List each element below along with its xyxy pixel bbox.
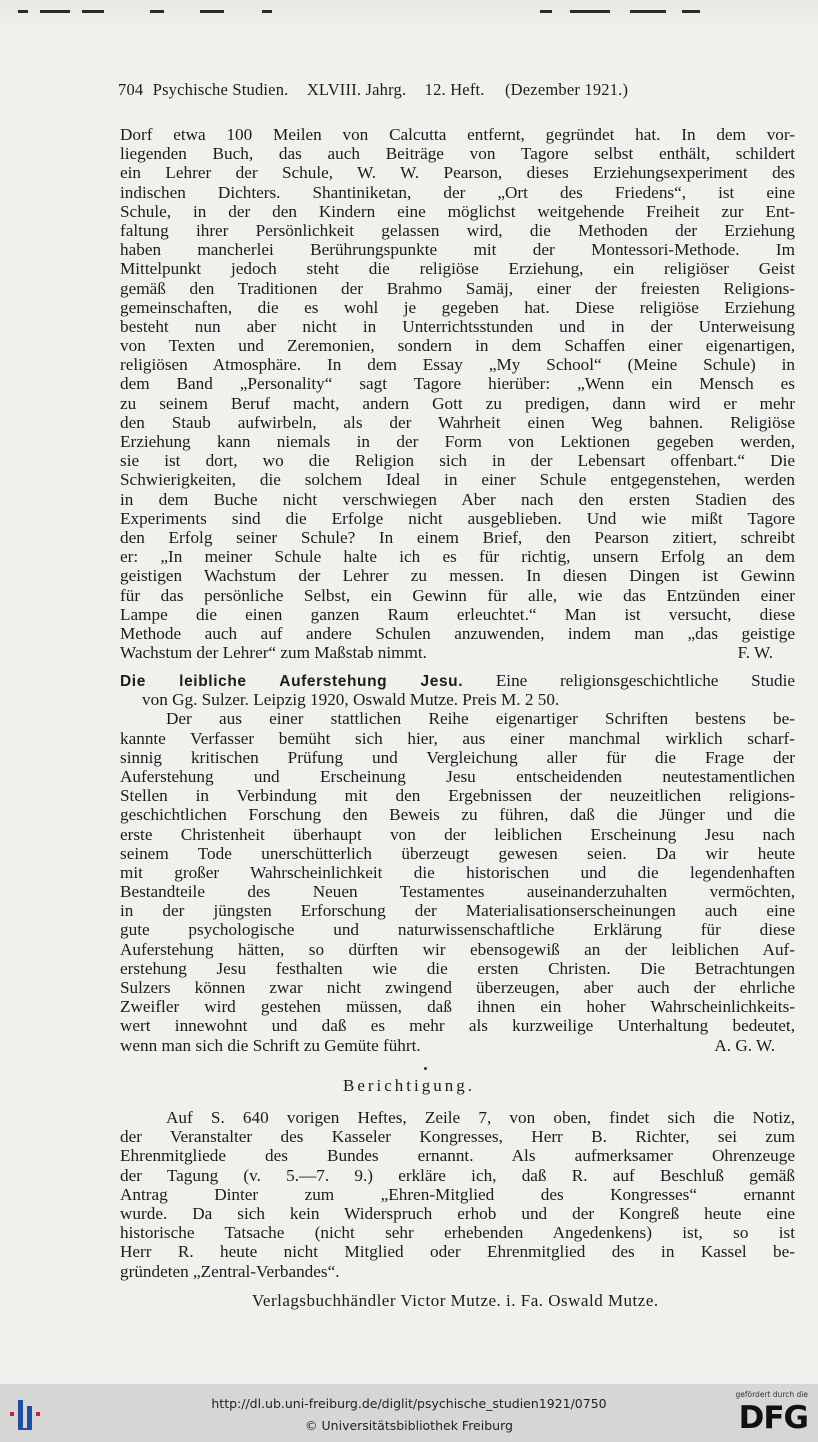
review-sulzer bbox=[120, 671, 795, 1055]
text-line: der Tagung (v. 5.—7. 9.) erkläre ich, daß R. auf Beschluß gemäß bbox=[120, 1165, 795, 1185]
text-line: in dem Buche nicht verschwiegen Aber nach den ersten Stadien des bbox=[120, 489, 795, 509]
text-line: seinem Tode unerschütterlich überzeugt gewesen seien. Da wir heute bbox=[120, 843, 795, 863]
text-line: geschichtlichen Forschung den Beweis zu führen, daß die Jünger und die bbox=[120, 805, 795, 825]
text-line: Der aus einer stattlichen Reihe eigenartiger Schriften bestens be- bbox=[166, 709, 795, 729]
text-line: von Texten und Zeremonien, sondern in dem Schaffen einer eigenartigen, bbox=[120, 336, 795, 356]
text-line: Lampe die einen ganzen Raum erleuchtet.“ Man ist versucht, diese bbox=[120, 604, 795, 624]
text-line: Schule, in der den Kindern eine möglichst weitgehende Freiheit zur Ent- bbox=[120, 201, 795, 221]
volume: XLVIII. Jahrg. bbox=[306, 80, 407, 99]
text-line: der Veranstalter des Kasseler Kongresses, Herr B. Richter, sei zum bbox=[120, 1127, 795, 1147]
scan-top-edge bbox=[0, 0, 818, 30]
text-line: Auferstehung hätten, so dürften wir ebensogewiß an der leiblichen Auf- bbox=[120, 939, 795, 959]
text-line: dem Band „Personality“ sagt Tagore hierüber: „Wenn ein Mensch es bbox=[120, 374, 795, 394]
reviewer-initials: F. W. bbox=[737, 643, 773, 663]
book-citation: von Gg. Sulzer. Leipzig 1920, Oswald Mutze. Preis M. 2 50. bbox=[142, 690, 560, 710]
text-line: liegenden Buch, das auch Beiträge von Tagore selbst enthält, schildert bbox=[120, 144, 795, 164]
text-line: er: „In meiner Schule halte ich es für richtig, unsern Erfolg an dem bbox=[120, 547, 795, 567]
section-heading: Berichtigung. bbox=[342, 1076, 475, 1095]
dfg-caption: gefördert durch die bbox=[735, 1390, 808, 1399]
text-line: indischen Dichters. Shantiniketan, der „Ort des Friedens“, ist eine bbox=[120, 182, 795, 202]
text-line: Dorf etwa 100 Meilen von Calcutta entfernt, gegründet hat. In dem vor- bbox=[120, 125, 795, 144]
last-line-text: Wachstum der Lehrer“ zum Maßstab nimmt. bbox=[120, 643, 427, 663]
text-line-last: gründeten „Zentral-Verbandes“. bbox=[120, 1261, 340, 1281]
text-line: Experiments sind die Erfolge nicht ausgeblieben. Und wie mißt Tagore bbox=[120, 508, 795, 528]
copyright-notice: © Universitätsbibliothek Freiburg bbox=[305, 1418, 513, 1433]
text-line: Herr R. heute nicht Mitglied oder Ehrenmitglied des in Kassel be- bbox=[120, 1242, 795, 1262]
text-line: wurde. Da sich kein Widerspruch erhob und der Kongreß heute eine bbox=[120, 1203, 795, 1223]
text-line: kannte Verfasser bemüht sich hier, aus einer manchmal wirklich scharf- bbox=[120, 728, 795, 748]
issue: 12. Heft. bbox=[424, 80, 485, 99]
text-line: Ehrenmitgliede des Bundes ernannt. Als aufmerksamer Ohrenzeuge bbox=[120, 1146, 795, 1166]
correction-signature: Verlagsbuchhändler Victor Mutze. i. Fa. Oswald Mutze. bbox=[252, 1291, 659, 1310]
text-line: Stellen in Verbindung mit den Ergebnissen der neuzeitlichen religions- bbox=[120, 786, 795, 806]
text-line-last bbox=[120, 643, 795, 662]
text-line: zu seinem Beruf macht, andern Gott zu predigen, dann wird er mehr bbox=[120, 393, 795, 413]
journal-title: Psychische Studien. bbox=[152, 80, 289, 99]
text-line: erstehung Jesu festhalten wie die ersten Christen. Die Betrachtungen bbox=[120, 958, 795, 978]
review-tagore bbox=[120, 125, 795, 662]
separator-mark bbox=[424, 1067, 427, 1070]
text-line: Auf S. 640 vorigen Heftes, Zeile 7, von oben, findet sich die Notiz, bbox=[166, 1108, 795, 1127]
text-line: Erziehung kann niemals in der Form von Lektionen gegeben werden, bbox=[120, 432, 795, 451]
text-line: mit großer Wahrscheinlichkeit die historischen und die legendenhaften bbox=[120, 862, 795, 882]
book-subtitle: Eine religionsgeschichtliche Studie bbox=[495, 671, 795, 690]
text-line: Auferstehung und Erscheinung Jesu entscheidenden neutestamentlichen bbox=[120, 766, 795, 786]
text-line: Zweifler wird gestehen müssen, daß ihnen ein hoher Wahrscheinlichkeits- bbox=[120, 997, 795, 1017]
text-line: gute psychologische und naturwissenschaftliche Erklärung für diese bbox=[120, 920, 795, 940]
text-line: erste Christenheit überhaupt von der leiblichen Erscheinung Jesu nach bbox=[120, 824, 795, 844]
viewer-footer-bar bbox=[0, 1384, 818, 1442]
review-title-line bbox=[120, 671, 795, 690]
running-header bbox=[118, 80, 768, 100]
text-line: wert innewohnt und daß es mehr als kurzweilige Unterhaltung bedeutet, bbox=[120, 1016, 795, 1036]
text-line-last bbox=[120, 1036, 795, 1055]
text-line: Mittelpunkt jedoch steht die religiöse Erziehung, ein religiöser Geist bbox=[120, 259, 795, 279]
reviewer-initials: A. G. W. bbox=[714, 1035, 775, 1055]
page-number: 704 bbox=[118, 80, 144, 99]
text-line: geistigen Wachstum der Lehrer zu messen. In diesen Dingen ist Gewinn bbox=[120, 566, 795, 586]
text-line: besteht nun aber nicht in Unterrichtsstunden und in der Unterweisung bbox=[120, 316, 795, 336]
text-line: in der jüngsten Erforschung der Materialisationserscheinungen auch eine bbox=[120, 901, 795, 921]
dfg-wordmark: DFG bbox=[738, 1400, 808, 1436]
document-url[interactable]: http://dl.ub.uni-freiburg.de/diglit/psychische_studien1921/0750 bbox=[211, 1396, 607, 1411]
text-line: den Erfolg seiner Schule? In einem Brief, den Pearson zitiert, schreibt bbox=[120, 527, 795, 547]
last-line-text: wenn man sich die Schrift zu Gemüte führt. bbox=[120, 1035, 421, 1055]
text-line: sinnig kritischen Prüfung und Vergleichung aller für die Frage der bbox=[120, 747, 795, 767]
correction-notice bbox=[120, 1108, 795, 1281]
text-line: Bestandteile des Neuen Testamentes auseinanderzuhalten vermöchten, bbox=[120, 882, 795, 902]
text-line: gemäß den Traditionen der Brahmo Samäj, einer der freiesten Religions- bbox=[120, 278, 795, 298]
issue-date: (Dezember 1921.) bbox=[504, 80, 629, 99]
text-line: sie ist dort, wo die Religion sich in der Lebensart offenbart.“ Die bbox=[120, 451, 795, 471]
text-line: den Staub aufwirbeln, als der Wahrheit einen Weg bahnen. Religiöse bbox=[120, 412, 795, 432]
text-line: Antrag Dinter zum „Ehren-Mitglied des Kongresses“ ernannt bbox=[120, 1184, 795, 1204]
text-line: historische Tatsache (nicht sehr erhebenden Angedenkens) ist, so ist bbox=[120, 1223, 795, 1243]
text-line: religiösen Atmosphäre. In dem Essay „My School“ (Meine Schule) in bbox=[120, 355, 795, 375]
text-line: gemeinschaften, die es wohl je gegeben hat. Diese religiöse Erziehung bbox=[120, 297, 795, 317]
dfg-logo bbox=[726, 1390, 808, 1438]
text-line: für das persönliche Selbst, ein Gewinn für alle, wie das Entzünden einer bbox=[120, 585, 795, 605]
text-line: Schwierigkeiten, die solchem Ideal in einer Schule entgegenstehen, werden bbox=[120, 470, 795, 490]
book-title: Die leibliche Auferstehung Jesu. bbox=[120, 673, 464, 690]
text-line: ein Lehrer der Schule, W. W. Pearson, dieses Erziehungsexperiment des bbox=[120, 163, 795, 183]
text-line: Sulzers können zwar nicht zwingend überzeugen, aber auch der ehrliche bbox=[120, 978, 795, 997]
text-line: haben mancherlei Berührungspunkte mit der Montessori-Methode. Im bbox=[120, 240, 795, 260]
text-line: Methode auch auf andere Schulen anzuwenden, indem man „das geistige bbox=[120, 623, 795, 643]
text-line: faltung ihrer Persönlichkeit gelassen wird, die Methoden der Erziehung bbox=[120, 220, 795, 240]
